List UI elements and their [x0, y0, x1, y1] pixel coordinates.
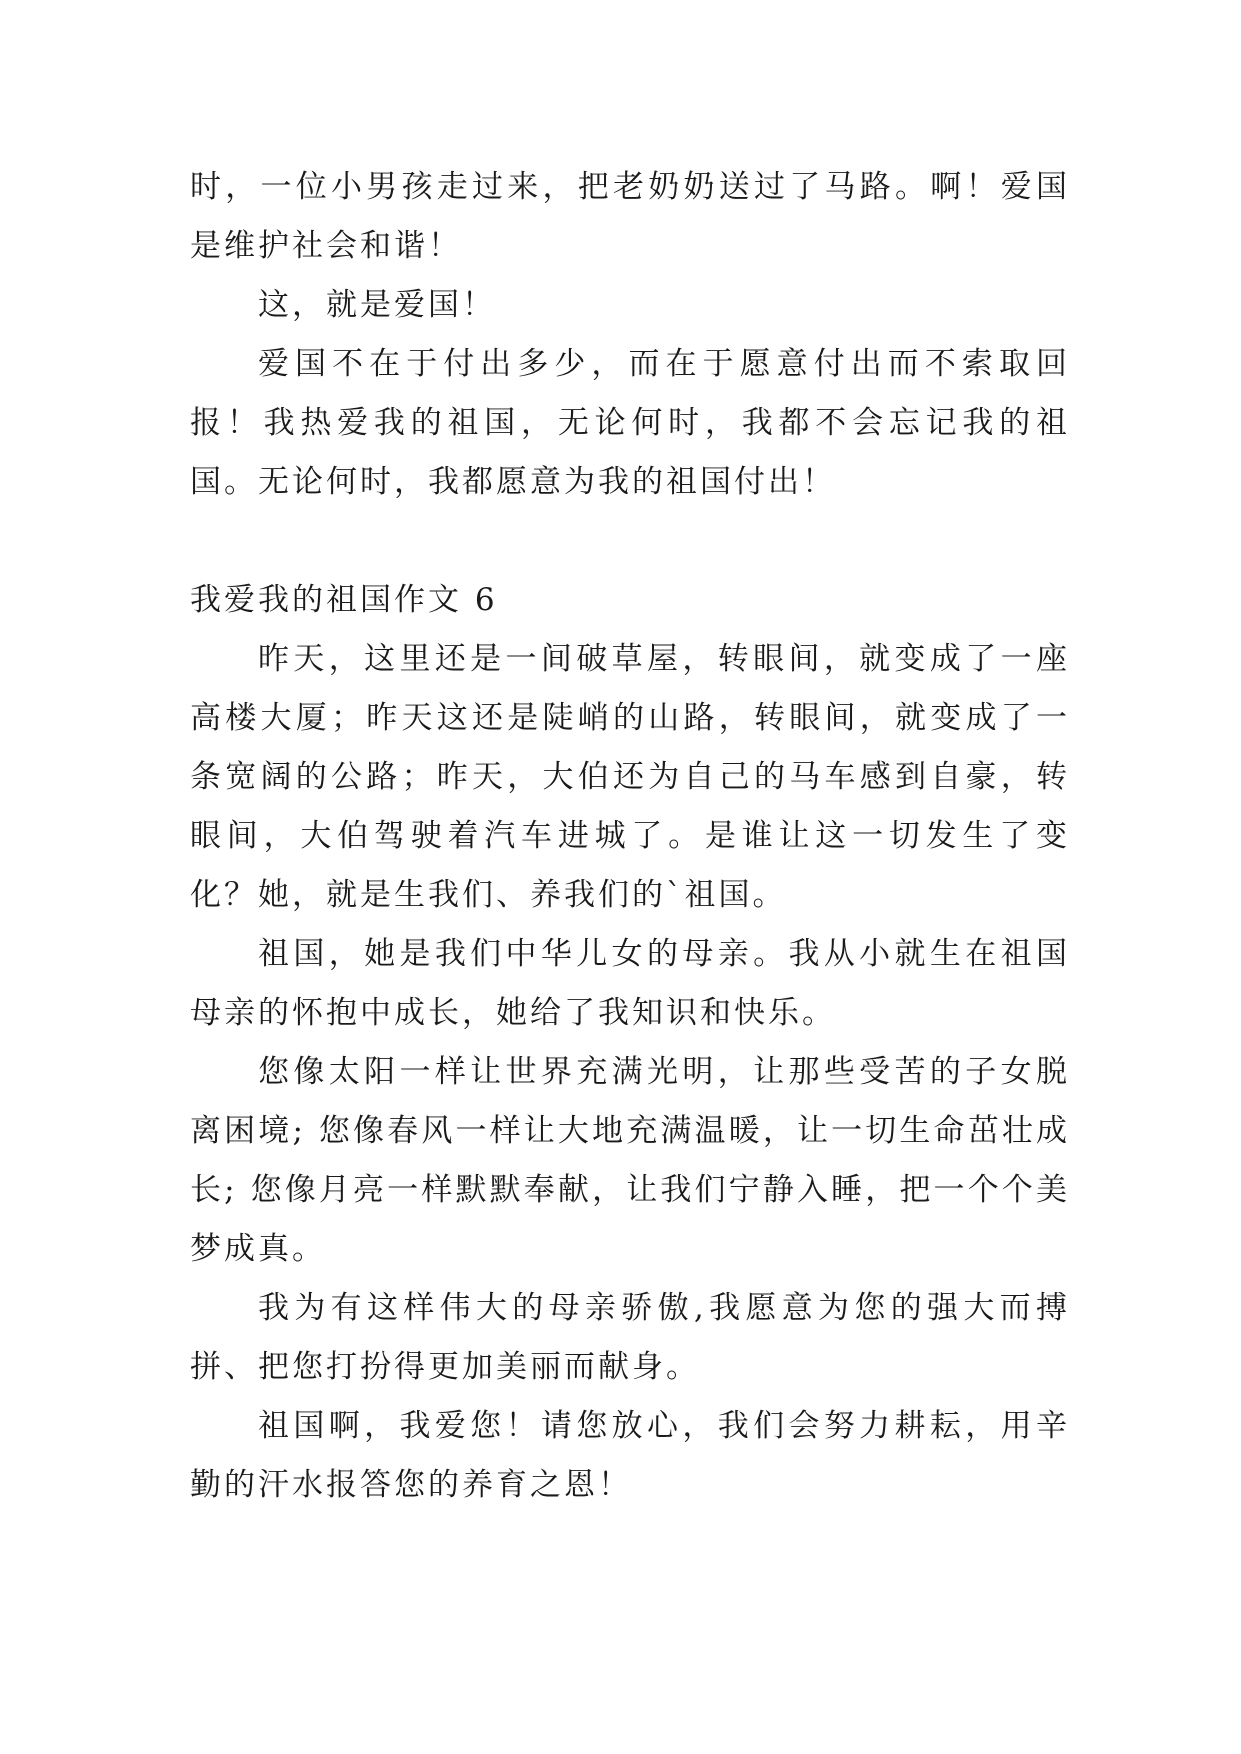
- paragraph-this-is-patriotism: 这，就是爱国！: [258, 287, 496, 323]
- section-heading: 我爱我的祖国作文 6: [190, 582, 498, 618]
- paragraph-proud-mother: 我为有这样伟大的母亲骄傲,我愿意为您的强大而搏拼、把您打扮得更加美丽而献身。: [190, 1290, 1070, 1385]
- paragraph-like-the-sun: 您像太阳一样让世界充满光明，让那些受苦的子女脱离困境; 您像春风一样让大地充满温暖，让一切生命茁壮成长; 您像月亮一样默默奉献，让我们宁静入睡，把一个个美梦成真。: [190, 1054, 1070, 1267]
- paragraph-patriotism-giving: 爱国不在于付出多少，而在于愿意付出而不索取回报！我热爱我的祖国，无论何时，我都不会忘记我的祖国。无论何时，我都愿意为我的祖国付出！: [190, 346, 1070, 500]
- paragraph-i-love-you: 祖国啊，我爱您！请您放心，我们会努力耕耘，用辛勤的汗水报答您的养育之恩！: [190, 1408, 1070, 1503]
- paragraph-continuation: 时，一位小男孩走过来，把老奶奶送过了马路。啊！爱国是维护社会和谐！: [190, 169, 1070, 264]
- paragraph-yesterday: 昨天，这里还是一间破草屋，转眼间，就变成了一座高楼大厦；昨天这还是陡峭的山路，转眼间，就变成了一条宽阔的公路；昨天，大伯还为自己的马车感到自豪，转眼间，大伯驾驶着汽车进城了。是谁让这一切发生了变化？她，就是生我们、养我们的`祖国。: [190, 641, 1070, 913]
- document-body: [190, 158, 1070, 1515]
- paragraph-motherland-mother: 祖国，她是我们中华儿女的母亲。我从小就生在祖国母亲的怀抱中成长，她给了我知识和快乐。: [190, 936, 1070, 1031]
